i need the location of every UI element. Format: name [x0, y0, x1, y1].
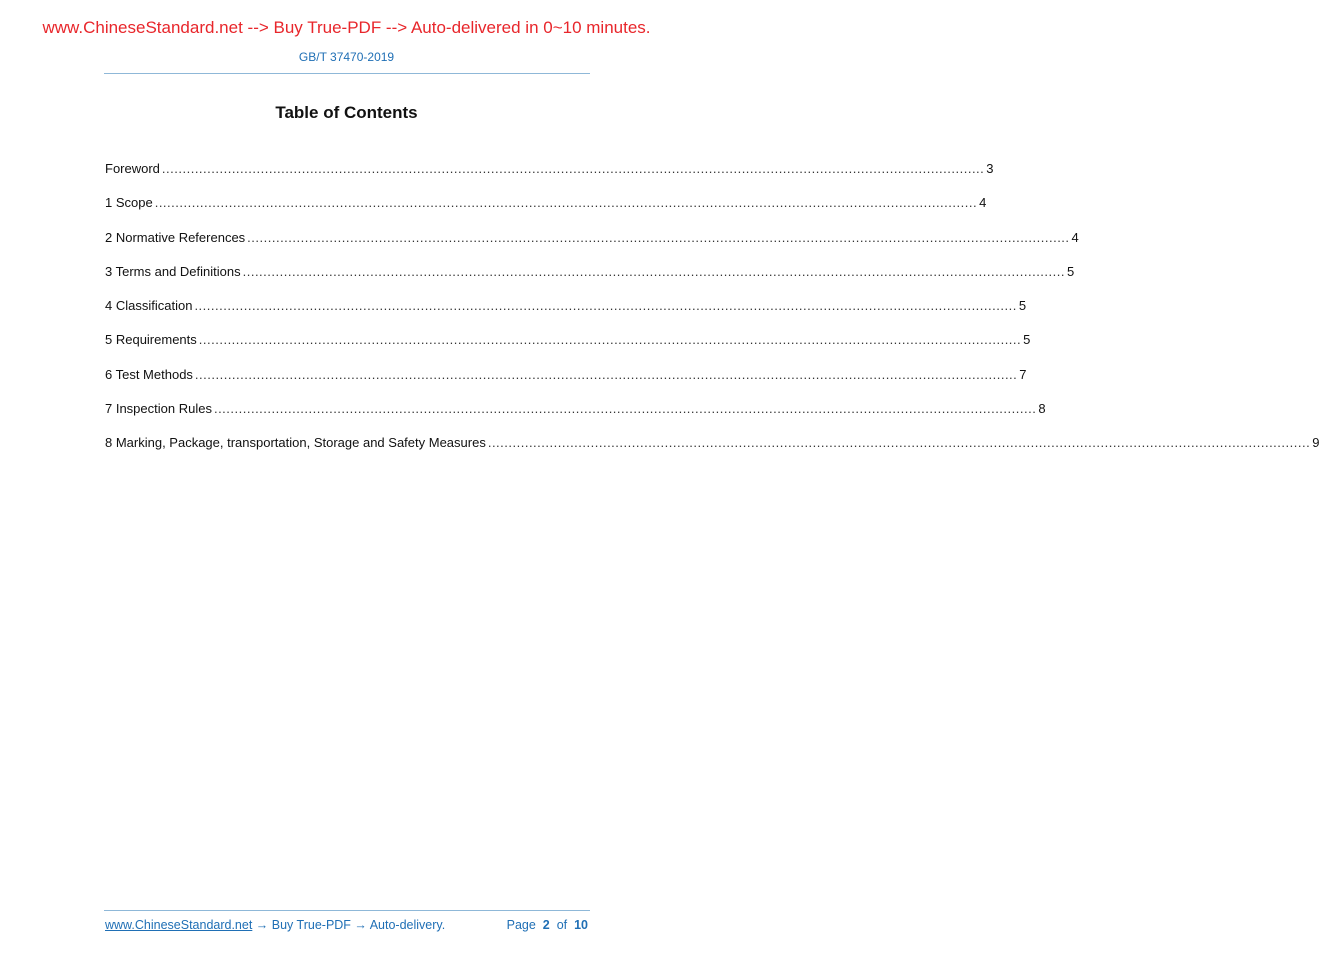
toc-entry-label: 8 Marking, Package, transportation, Storage and Safety Measures	[105, 435, 486, 451]
toc-entry[interactable]	[105, 263, 1075, 298]
toc-entry-label: 3 Terms and Definitions	[105, 263, 241, 279]
header-divider	[104, 73, 590, 74]
page-footer	[105, 918, 588, 932]
toc-entry-page: 5	[1066, 263, 1075, 279]
toc-dot-leader: ........................................................................................................................................................................................................	[198, 332, 1022, 348]
toc-entry-page: 4	[1071, 229, 1079, 245]
toc-dot-leader: ........................................................................................................................................................................................................	[487, 435, 1311, 451]
toc-entry[interactable]	[105, 332, 1031, 366]
document-code: GB/T 37470-2019	[298, 50, 395, 64]
toc-entry-label: 5 Requirements	[105, 332, 197, 348]
toc-entry[interactable]	[105, 161, 994, 195]
toc-entry[interactable]	[105, 229, 1079, 264]
toc-entry-page: 9	[1312, 435, 1319, 451]
toc-entry[interactable]	[105, 435, 1319, 469]
table-of-contents	[105, 161, 1319, 470]
toc-entry-label: 6 Test Methods	[105, 366, 193, 382]
toc-dot-leader: ........................................................................................................................................................................................................	[161, 161, 985, 176]
toc-title: Table of Contents	[275, 103, 418, 122]
toc-entry[interactable]	[105, 298, 1027, 332]
top-banner: www.ChineseStandard.net --> Buy True-PDF --> Auto-delivered in 0~10 minutes.	[42, 18, 651, 37]
page-word: Page	[506, 918, 536, 932]
toc-entry-page: 5	[1023, 332, 1031, 348]
toc-dot-leader: ........................................................................................................................................................................................................	[194, 298, 1017, 314]
toc-dot-leader: ........................................................................................................................................................................................................	[213, 401, 1037, 417]
toc-entry-label: Foreword	[105, 161, 160, 176]
toc-entry[interactable]	[105, 195, 987, 229]
total-pages-number: 10	[574, 918, 588, 932]
toc-entry-label: 2 Normative References	[105, 229, 246, 245]
footer-divider	[104, 910, 590, 911]
footer-promo	[105, 918, 445, 932]
toc-entry-label: 7 Inspection Rules	[105, 401, 212, 417]
of-word: of	[556, 918, 568, 932]
toc-dot-leader: ........................................................................................................................................................................................................	[242, 263, 1065, 279]
toc-dot-leader: ........................................................................................................................................................................................................	[194, 366, 1018, 382]
toc-entry[interactable]	[105, 366, 1027, 401]
toc-entry[interactable]	[105, 401, 1046, 435]
toc-entry-page: 8	[1038, 401, 1046, 417]
toc-dot-leader: ........................................................................................................................................................................................................	[247, 229, 1070, 245]
footer-tagline: → Buy True-PDF → Auto-delivery.	[252, 918, 446, 932]
toc-entry-label: 4 Classification	[105, 298, 193, 314]
toc-entry-label: 1 Scope	[105, 195, 153, 211]
toc-entry-page: 5	[1018, 298, 1027, 314]
toc-entry-page: 7	[1019, 366, 1027, 382]
current-page-number: 2	[542, 918, 550, 932]
footer-site-link[interactable]: www.ChineseStandard.net	[105, 918, 253, 932]
page-indicator	[507, 918, 588, 932]
toc-dot-leader: ........................................................................................................................................................................................................	[154, 195, 978, 211]
toc-entry-page: 4	[979, 195, 987, 211]
toc-entry-page: 3	[986, 161, 994, 176]
